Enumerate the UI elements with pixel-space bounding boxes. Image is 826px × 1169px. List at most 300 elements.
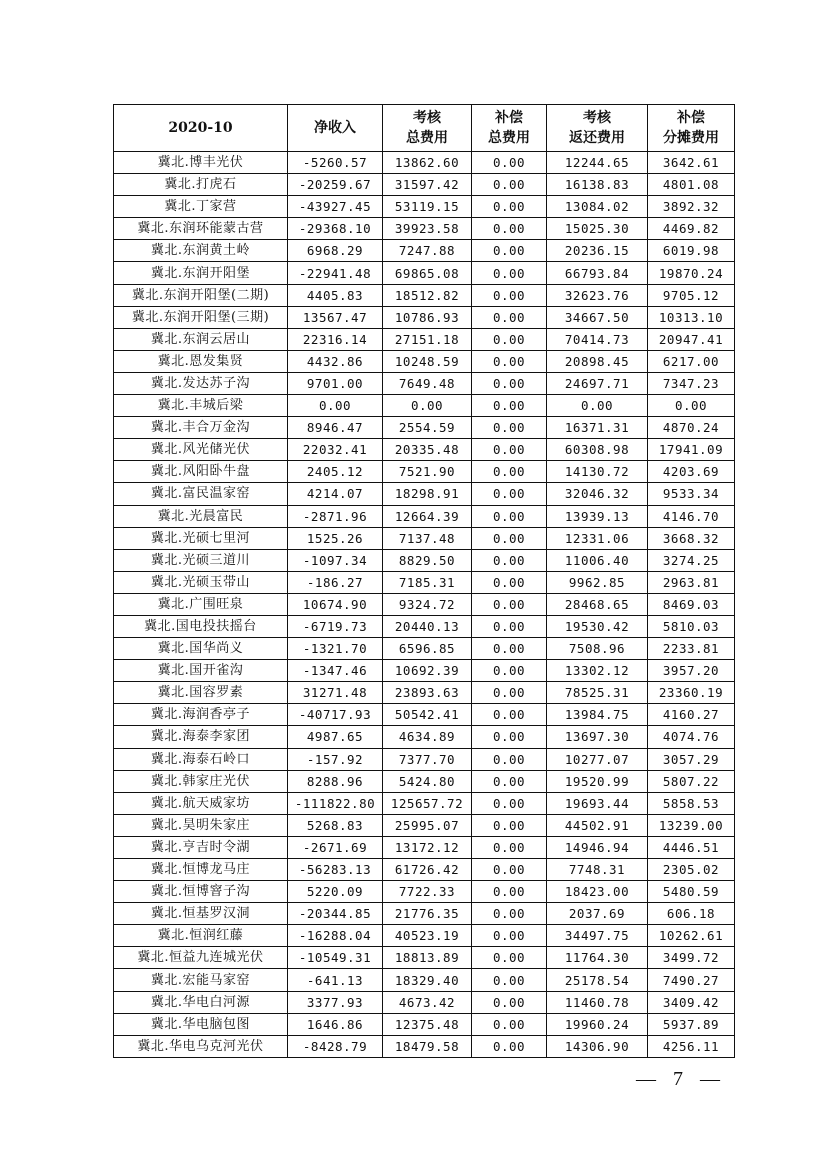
cell-assess-refund: 78525.31	[547, 682, 648, 704]
cell-comp-total: 0.00	[472, 792, 547, 814]
cell-station-name: 冀北.恒博窨子沟	[114, 881, 288, 903]
table-row	[114, 726, 735, 748]
cell-assess-refund: 44502.91	[547, 814, 648, 836]
cell-comp-share: 5807.22	[648, 770, 735, 792]
cell-assess-total: 7137.48	[383, 527, 472, 549]
cell-assess-refund: 19960.24	[547, 1013, 648, 1035]
cell-comp-total: 0.00	[472, 505, 547, 527]
cell-assess-refund: 11764.30	[547, 947, 648, 969]
cell-assess-total: 7247.88	[383, 240, 472, 262]
cell-comp-total: 0.00	[472, 593, 547, 615]
cell-net-income: -8428.79	[288, 1035, 383, 1057]
cell-assess-refund: 20898.45	[547, 350, 648, 372]
cell-assess-refund: 14946.94	[547, 836, 648, 858]
cell-station-name: 冀北.海泰李家团	[114, 726, 288, 748]
cell-comp-total: 0.00	[472, 903, 547, 925]
cell-net-income: 4987.65	[288, 726, 383, 748]
cell-comp-total: 0.00	[472, 925, 547, 947]
cell-net-income: -111822.80	[288, 792, 383, 814]
cell-comp-share: 10262.61	[648, 925, 735, 947]
header-assess-refund	[547, 105, 648, 152]
cell-comp-share: 4160.27	[648, 704, 735, 726]
header-net-income	[288, 105, 383, 152]
table-row	[114, 881, 735, 903]
cell-comp-total: 0.00	[472, 1035, 547, 1057]
cell-assess-refund: 14130.72	[547, 461, 648, 483]
cell-assess-total: 7377.70	[383, 748, 472, 770]
cell-assess-refund: 13939.13	[547, 505, 648, 527]
cell-assess-total: 50542.41	[383, 704, 472, 726]
cell-comp-total: 0.00	[472, 726, 547, 748]
cell-comp-share: 3642.61	[648, 152, 735, 174]
cell-net-income: -16288.04	[288, 925, 383, 947]
cell-assess-total: 7722.33	[383, 881, 472, 903]
cell-station-name: 冀北.航天威家坊	[114, 792, 288, 814]
cell-station-name: 冀北.国开雀沟	[114, 660, 288, 682]
cell-comp-share: 3668.32	[648, 527, 735, 549]
cell-assess-total: 18512.82	[383, 284, 472, 306]
cell-comp-total: 0.00	[472, 240, 547, 262]
cell-assess-total: 20335.48	[383, 439, 472, 461]
cell-assess-refund: 34497.75	[547, 925, 648, 947]
cell-station-name: 冀北.国电投扶摇台	[114, 615, 288, 637]
cell-net-income: -641.13	[288, 969, 383, 991]
header-net-income-label: 净收入	[314, 120, 356, 136]
cell-assess-refund: 11006.40	[547, 549, 648, 571]
cell-assess-refund: 7508.96	[547, 638, 648, 660]
cell-net-income: -40717.93	[288, 704, 383, 726]
cell-net-income: 8288.96	[288, 770, 383, 792]
cell-station-name: 冀北.国华尚义	[114, 638, 288, 660]
cell-comp-share: 2305.02	[648, 859, 735, 881]
cell-comp-share: 3057.29	[648, 748, 735, 770]
cell-station-name: 冀北.光晨富民	[114, 505, 288, 527]
cell-comp-share: 3274.25	[648, 549, 735, 571]
table-row	[114, 372, 735, 394]
cell-assess-refund: 20236.15	[547, 240, 648, 262]
cell-station-name: 冀北.恒基罗汉洞	[114, 903, 288, 925]
data-table	[113, 104, 735, 1058]
header-comp-total	[472, 105, 547, 152]
cell-comp-total: 0.00	[472, 991, 547, 1013]
table-row	[114, 792, 735, 814]
cell-comp-total: 0.00	[472, 328, 547, 350]
cell-assess-total: 12375.48	[383, 1013, 472, 1035]
cell-assess-total: 18298.91	[383, 483, 472, 505]
cell-net-income: -157.92	[288, 748, 383, 770]
cell-net-income: -20344.85	[288, 903, 383, 925]
table-row	[114, 174, 735, 196]
cell-net-income: 4432.86	[288, 350, 383, 372]
cell-comp-share: 9533.34	[648, 483, 735, 505]
cell-comp-share: 3957.20	[648, 660, 735, 682]
cell-net-income: -1321.70	[288, 638, 383, 660]
cell-net-income: -20259.67	[288, 174, 383, 196]
cell-assess-refund: 13302.12	[547, 660, 648, 682]
cell-net-income: 6968.29	[288, 240, 383, 262]
cell-comp-total: 0.00	[472, 483, 547, 505]
table-row	[114, 925, 735, 947]
cell-comp-share: 5937.89	[648, 1013, 735, 1035]
table-row	[114, 328, 735, 350]
cell-station-name: 冀北.风光储光伏	[114, 439, 288, 461]
cell-comp-total: 0.00	[472, 152, 547, 174]
cell-assess-refund: 19520.99	[547, 770, 648, 792]
cell-assess-refund: 10277.07	[547, 748, 648, 770]
cell-assess-refund: 28468.65	[547, 593, 648, 615]
cell-station-name: 冀北.宏能马家窑	[114, 969, 288, 991]
cell-assess-total: 7649.48	[383, 372, 472, 394]
cell-comp-share: 5810.03	[648, 615, 735, 637]
table-row	[114, 770, 735, 792]
cell-comp-total: 0.00	[472, 439, 547, 461]
table-row	[114, 969, 735, 991]
cell-comp-total: 0.00	[472, 682, 547, 704]
cell-station-name: 冀北.昊明朱家庄	[114, 814, 288, 836]
table-row	[114, 991, 735, 1013]
cell-station-name: 冀北.亨吉时令湖	[114, 836, 288, 858]
cell-net-income: 10674.90	[288, 593, 383, 615]
cell-station-name: 冀北.恒润红藤	[114, 925, 288, 947]
table-row	[114, 748, 735, 770]
cell-net-income: -10549.31	[288, 947, 383, 969]
cell-station-name: 冀北.海润香亭子	[114, 704, 288, 726]
table-row	[114, 903, 735, 925]
cell-station-name: 冀北.丰合万金沟	[114, 417, 288, 439]
cell-assess-total: 2554.59	[383, 417, 472, 439]
cell-assess-refund: 12331.06	[547, 527, 648, 549]
cell-assess-total: 25995.07	[383, 814, 472, 836]
cell-comp-share: 19870.24	[648, 262, 735, 284]
cell-comp-share: 6019.98	[648, 240, 735, 262]
cell-assess-total: 61726.42	[383, 859, 472, 881]
table-row	[114, 682, 735, 704]
cell-assess-total: 21776.35	[383, 903, 472, 925]
cell-net-income: 9701.00	[288, 372, 383, 394]
cell-assess-refund: 2037.69	[547, 903, 648, 925]
cell-comp-share: 6217.00	[648, 350, 735, 372]
table-row	[114, 483, 735, 505]
table-row	[114, 1035, 735, 1057]
table-row	[114, 350, 735, 372]
cell-assess-refund: 19530.42	[547, 615, 648, 637]
cell-comp-total: 0.00	[472, 196, 547, 218]
cell-assess-refund: 16138.83	[547, 174, 648, 196]
cell-station-name: 冀北.东润黄土岭	[114, 240, 288, 262]
cell-comp-share: 4203.69	[648, 461, 735, 483]
cell-assess-total: 7185.31	[383, 571, 472, 593]
cell-net-income: -1097.34	[288, 549, 383, 571]
cell-assess-total: 6596.85	[383, 638, 472, 660]
cell-comp-share: 10313.10	[648, 306, 735, 328]
cell-comp-share: 4074.76	[648, 726, 735, 748]
cell-comp-total: 0.00	[472, 461, 547, 483]
cell-net-income: 8946.47	[288, 417, 383, 439]
table-row	[114, 836, 735, 858]
table-row	[114, 527, 735, 549]
table-row	[114, 571, 735, 593]
cell-comp-total: 0.00	[472, 947, 547, 969]
cell-net-income: -22941.48	[288, 262, 383, 284]
cell-comp-total: 0.00	[472, 859, 547, 881]
cell-assess-total: 12664.39	[383, 505, 472, 527]
cell-station-name: 冀北.恩发集贤	[114, 350, 288, 372]
cell-assess-total: 4634.89	[383, 726, 472, 748]
cell-station-name: 冀北.光硕三道川	[114, 549, 288, 571]
cell-comp-total: 0.00	[472, 615, 547, 637]
cell-assess-total: 10248.59	[383, 350, 472, 372]
cell-station-name: 冀北.东润云居山	[114, 328, 288, 350]
cell-assess-total: 13862.60	[383, 152, 472, 174]
table-row	[114, 704, 735, 726]
cell-net-income: -1347.46	[288, 660, 383, 682]
header-comp-share-line1: 补偿	[677, 110, 705, 126]
cell-assess-refund: 70414.73	[547, 328, 648, 350]
page-number: — 7 —	[636, 1068, 726, 1090]
cell-assess-refund: 13697.30	[547, 726, 648, 748]
cell-comp-share: 5858.53	[648, 792, 735, 814]
cell-comp-share: 13239.00	[648, 814, 735, 836]
table-row	[114, 814, 735, 836]
header-comp-total-line1: 补偿	[495, 110, 523, 126]
cell-comp-total: 0.00	[472, 417, 547, 439]
cell-net-income: 4405.83	[288, 284, 383, 306]
cell-net-income: 1525.26	[288, 527, 383, 549]
cell-comp-total: 0.00	[472, 571, 547, 593]
cell-comp-total: 0.00	[472, 814, 547, 836]
cell-comp-share: 4801.08	[648, 174, 735, 196]
cell-assess-total: 23893.63	[383, 682, 472, 704]
cell-comp-share: 4469.82	[648, 218, 735, 240]
cell-assess-refund: 32623.76	[547, 284, 648, 306]
cell-comp-share: 7490.27	[648, 969, 735, 991]
cell-comp-share: 4446.51	[648, 836, 735, 858]
cell-assess-total: 53119.15	[383, 196, 472, 218]
table-row	[114, 461, 735, 483]
cell-assess-refund: 18423.00	[547, 881, 648, 903]
cell-station-name: 冀北.东润开阳堡	[114, 262, 288, 284]
cell-net-income: -29368.10	[288, 218, 383, 240]
cell-station-name: 冀北.光硕七里河	[114, 527, 288, 549]
cell-comp-total: 0.00	[472, 372, 547, 394]
header-row	[114, 105, 735, 152]
cell-station-name: 冀北.丰城后梁	[114, 395, 288, 417]
cell-station-name: 冀北.富民温家窑	[114, 483, 288, 505]
header-comp-total-line2: 总费用	[488, 130, 530, 146]
cell-comp-total: 0.00	[472, 748, 547, 770]
table-row	[114, 593, 735, 615]
cell-net-income: -6719.73	[288, 615, 383, 637]
table-row	[114, 615, 735, 637]
cell-net-income: 5268.83	[288, 814, 383, 836]
cell-comp-total: 0.00	[472, 1013, 547, 1035]
header-comp-share	[648, 105, 735, 152]
cell-station-name: 冀北.博丰光伏	[114, 152, 288, 174]
cell-comp-total: 0.00	[472, 395, 547, 417]
cell-assess-total: 9324.72	[383, 593, 472, 615]
cell-net-income: -56283.13	[288, 859, 383, 881]
cell-station-name: 冀北.海泰石岭口	[114, 748, 288, 770]
cell-comp-share: 7347.23	[648, 372, 735, 394]
cell-station-name: 冀北.东润环能蒙古营	[114, 218, 288, 240]
cell-comp-share: 0.00	[648, 395, 735, 417]
cell-assess-total: 5424.80	[383, 770, 472, 792]
cell-assess-total: 4673.42	[383, 991, 472, 1013]
table-row	[114, 284, 735, 306]
cell-station-name: 冀北.发达苏子沟	[114, 372, 288, 394]
cell-station-name: 冀北.光硕玉带山	[114, 571, 288, 593]
cell-assess-total: 18479.58	[383, 1035, 472, 1057]
cell-assess-refund: 9962.85	[547, 571, 648, 593]
cell-net-income: -43927.45	[288, 196, 383, 218]
cell-comp-total: 0.00	[472, 262, 547, 284]
cell-comp-total: 0.00	[472, 660, 547, 682]
cell-comp-share: 4146.70	[648, 505, 735, 527]
cell-station-name: 冀北.广围旺泉	[114, 593, 288, 615]
cell-comp-share: 3409.42	[648, 991, 735, 1013]
table-row	[114, 947, 735, 969]
cell-comp-share: 3892.32	[648, 196, 735, 218]
cell-comp-total: 0.00	[472, 549, 547, 571]
table-row	[114, 1013, 735, 1035]
header-month	[114, 105, 288, 152]
cell-assess-refund: 34667.50	[547, 306, 648, 328]
cell-assess-refund: 13084.02	[547, 196, 648, 218]
cell-comp-share: 4870.24	[648, 417, 735, 439]
cell-net-income: 0.00	[288, 395, 383, 417]
cell-comp-share: 606.18	[648, 903, 735, 925]
cell-assess-total: 39923.58	[383, 218, 472, 240]
cell-assess-refund: 13984.75	[547, 704, 648, 726]
cell-comp-total: 0.00	[472, 836, 547, 858]
cell-comp-share: 17941.09	[648, 439, 735, 461]
table-row	[114, 218, 735, 240]
cell-comp-total: 0.00	[472, 284, 547, 306]
header-comp-share-line2: 分摊费用	[663, 130, 719, 146]
cell-station-name: 冀北.东润开阳堡(二期)	[114, 284, 288, 306]
cell-net-income: 22032.41	[288, 439, 383, 461]
table-row	[114, 196, 735, 218]
cell-net-income: 5220.09	[288, 881, 383, 903]
table-row	[114, 240, 735, 262]
cell-net-income: -5260.57	[288, 152, 383, 174]
cell-assess-refund: 19693.44	[547, 792, 648, 814]
cell-comp-total: 0.00	[472, 770, 547, 792]
table-row	[114, 549, 735, 571]
table-row	[114, 262, 735, 284]
cell-comp-total: 0.00	[472, 969, 547, 991]
cell-comp-share: 20947.41	[648, 328, 735, 350]
cell-assess-total: 125657.72	[383, 792, 472, 814]
cell-comp-share: 2963.81	[648, 571, 735, 593]
cell-comp-share: 9705.12	[648, 284, 735, 306]
cell-assess-total: 27151.18	[383, 328, 472, 350]
cell-comp-total: 0.00	[472, 174, 547, 196]
cell-station-name: 冀北.华电乌克河光伏	[114, 1035, 288, 1057]
cell-assess-refund: 12244.65	[547, 152, 648, 174]
cell-station-name: 冀北.恒益九连城光伏	[114, 947, 288, 969]
cell-comp-total: 0.00	[472, 638, 547, 660]
cell-assess-total: 40523.19	[383, 925, 472, 947]
cell-assess-refund: 15025.30	[547, 218, 648, 240]
cell-assess-refund: 16371.31	[547, 417, 648, 439]
header-assess-total	[383, 105, 472, 152]
cell-comp-share: 3499.72	[648, 947, 735, 969]
table-row	[114, 439, 735, 461]
cell-net-income: -2871.96	[288, 505, 383, 527]
cell-comp-total: 0.00	[472, 350, 547, 372]
cell-station-name: 冀北.风阳卧牛盘	[114, 461, 288, 483]
cell-assess-total: 18813.89	[383, 947, 472, 969]
cell-assess-total: 18329.40	[383, 969, 472, 991]
cell-station-name: 冀北.华电脑包图	[114, 1013, 288, 1035]
table-row	[114, 306, 735, 328]
cell-station-name: 冀北.丁家营	[114, 196, 288, 218]
cell-net-income: -2671.69	[288, 836, 383, 858]
cell-assess-total: 8829.50	[383, 549, 472, 571]
table-body	[114, 152, 735, 1058]
cell-assess-total: 13172.12	[383, 836, 472, 858]
cell-net-income: 22316.14	[288, 328, 383, 350]
cell-assess-total: 31597.42	[383, 174, 472, 196]
cell-assess-total: 0.00	[383, 395, 472, 417]
cell-comp-share: 4256.11	[648, 1035, 735, 1057]
cell-comp-share: 8469.03	[648, 593, 735, 615]
cell-net-income: 3377.93	[288, 991, 383, 1013]
cell-assess-total: 10692.39	[383, 660, 472, 682]
cell-assess-refund: 11460.78	[547, 991, 648, 1013]
cell-comp-share: 2233.81	[648, 638, 735, 660]
header-assess-refund-line1: 考核	[583, 110, 611, 126]
table-row	[114, 152, 735, 174]
header-assess-refund-line2: 返还费用	[569, 130, 625, 146]
cell-assess-refund: 66793.84	[547, 262, 648, 284]
cell-station-name: 冀北.打虎石	[114, 174, 288, 196]
cell-comp-total: 0.00	[472, 218, 547, 240]
cell-comp-share: 23360.19	[648, 682, 735, 704]
header-assess-total-line2: 总费用	[406, 130, 448, 146]
cell-assess-refund: 25178.54	[547, 969, 648, 991]
cell-comp-total: 0.00	[472, 527, 547, 549]
table-row	[114, 505, 735, 527]
header-assess-total-line1: 考核	[413, 110, 441, 126]
cell-assess-total: 7521.90	[383, 461, 472, 483]
table-row	[114, 859, 735, 881]
cell-station-name: 冀北.韩家庄光伏	[114, 770, 288, 792]
header-month-label: 2020-10	[168, 120, 233, 136]
table-row	[114, 395, 735, 417]
cell-station-name: 冀北.东润开阳堡(三期)	[114, 306, 288, 328]
cell-assess-total: 20440.13	[383, 615, 472, 637]
cell-comp-total: 0.00	[472, 704, 547, 726]
cell-assess-total: 10786.93	[383, 306, 472, 328]
cell-net-income: 1646.86	[288, 1013, 383, 1035]
cell-comp-total: 0.00	[472, 306, 547, 328]
cell-station-name: 冀北.华电白河源	[114, 991, 288, 1013]
cell-assess-refund: 7748.31	[547, 859, 648, 881]
cell-assess-refund: 14306.90	[547, 1035, 648, 1057]
table-row	[114, 638, 735, 660]
cell-net-income: -186.27	[288, 571, 383, 593]
cell-net-income: 13567.47	[288, 306, 383, 328]
table-row	[114, 417, 735, 439]
cell-assess-refund: 24697.71	[547, 372, 648, 394]
cell-assess-refund: 0.00	[547, 395, 648, 417]
cell-net-income: 4214.07	[288, 483, 383, 505]
cell-comp-total: 0.00	[472, 881, 547, 903]
cell-net-income: 31271.48	[288, 682, 383, 704]
cell-assess-refund: 32046.32	[547, 483, 648, 505]
